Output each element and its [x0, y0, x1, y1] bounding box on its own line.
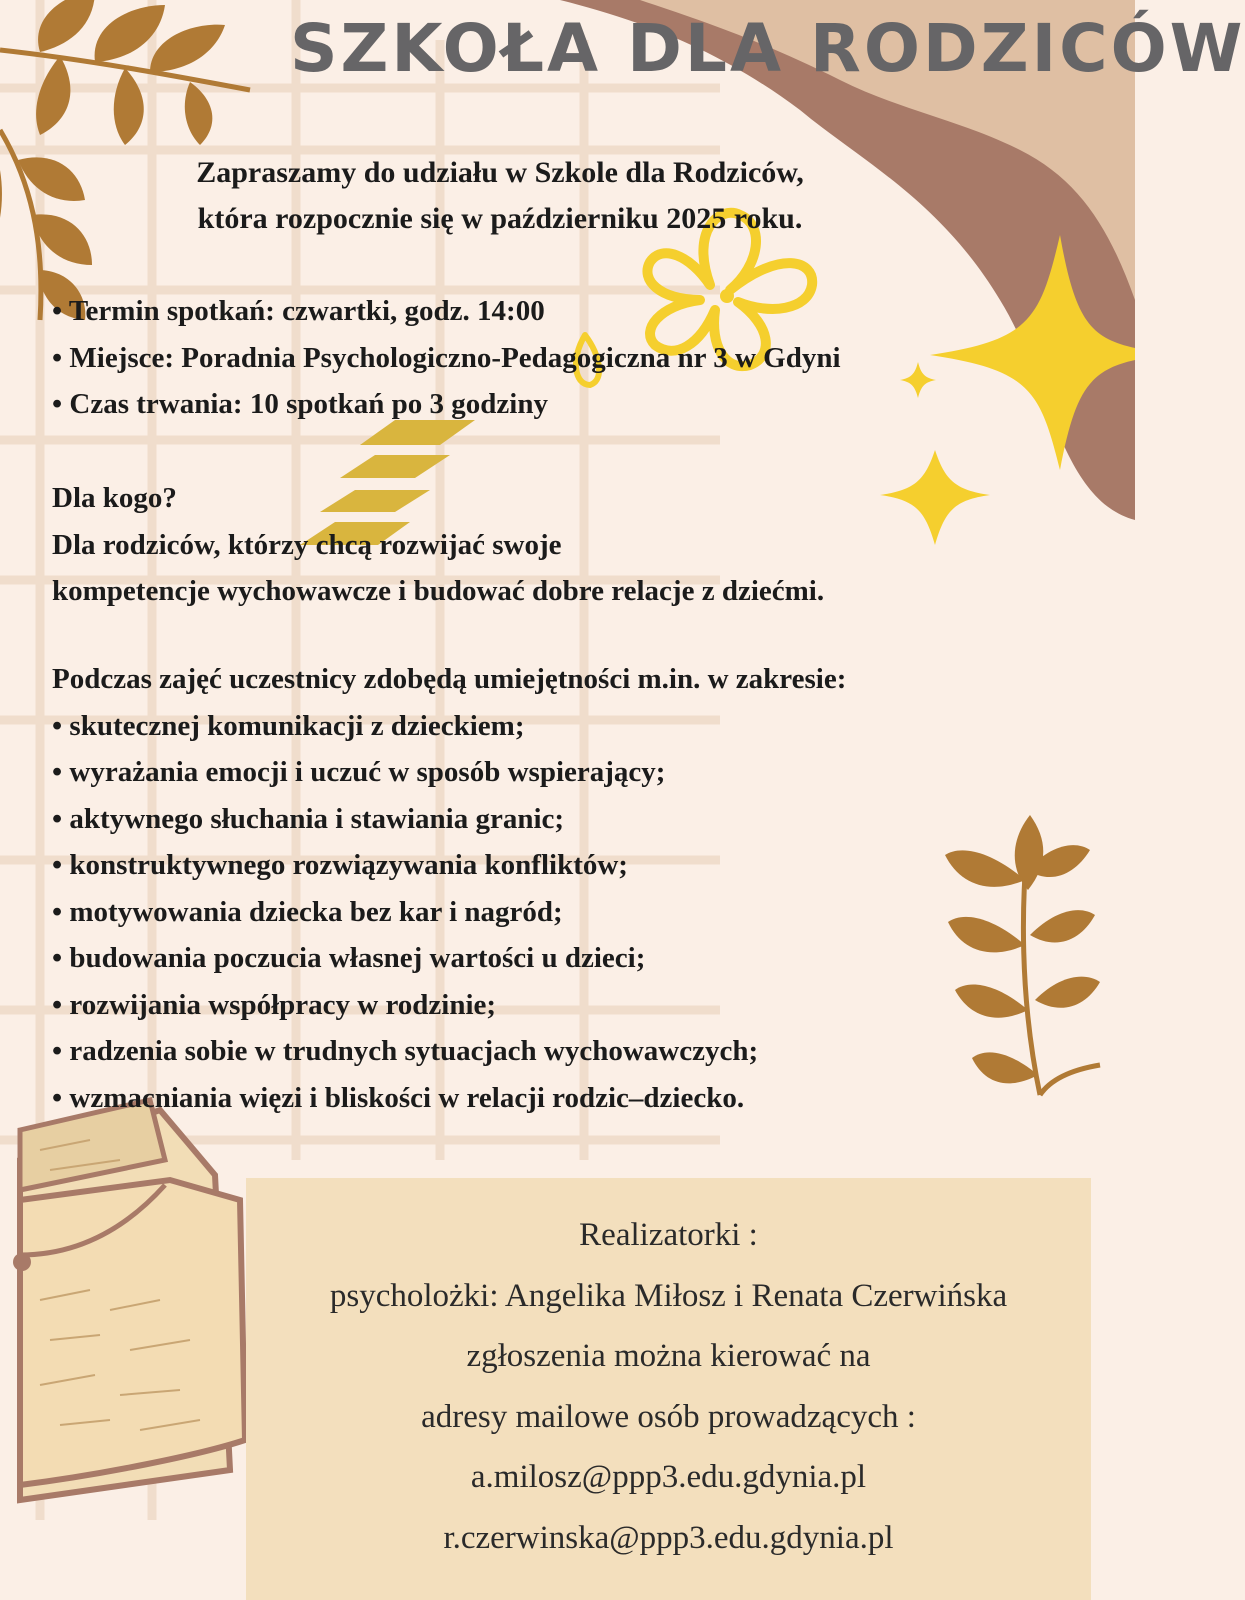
skill-item: • rozwijania współpracy w rodzinie;: [52, 988, 497, 1021]
leaf-branch-icon: [945, 815, 1100, 1095]
skill-item: • skutecznej komunikacji z dzieckiem;: [52, 709, 525, 742]
details-list: [52, 288, 841, 428]
footer-label: Realizatorki :: [579, 1217, 758, 1253]
audience-line: Dla rodziców, którzy chcą rozwijać swoje: [52, 528, 562, 561]
skills-section: [52, 656, 846, 1121]
detail-duration: • Czas trwania: 10 spotkań po 3 godziny: [52, 388, 548, 420]
intro-line: która rozpocznie się w październiku 2025 roku.: [197, 202, 803, 235]
intro-line: Zapraszamy do udziału w Szkole dla Rodziców,: [196, 156, 804, 189]
email-link[interactable]: r.czerwinska@ppp3.edu.gdynia.pl: [443, 1519, 894, 1556]
footer-info: adresy mailowe osób prowadzących :: [421, 1398, 916, 1435]
email-link[interactable]: a.milosz@ppp3.edu.gdynia.pl: [470, 1459, 867, 1495]
skill-item: • budowania poczucia własnej wartości u dzieci;: [52, 942, 646, 974]
audience-heading: Dla kogo?: [52, 482, 177, 514]
skill-item: • konstruktywnego rozwiązywania konfliktów;: [52, 849, 628, 881]
detail-schedule: • Termin spotkań: czwartki, godz. 14:00: [52, 295, 545, 327]
audience-line: kompetencje wychowawcze i budować dobre relacje z dziećmi.: [52, 575, 825, 607]
footer-info: zgłoszenia można kierować na: [466, 1338, 871, 1374]
envelope-icon: [13, 1100, 245, 1500]
skill-item: • motywowania dziecka bez kar i nagród;: [52, 895, 563, 928]
skill-item: • radzenia sobie w trudnych sytuacjach wychowawczych;: [52, 1035, 759, 1067]
skills-heading: Podczas zajęć uczestnicy zdobędą umiejętności m.in. w zakresie:: [52, 663, 847, 695]
audience-section: [52, 475, 824, 615]
skill-item: • wzmacniania więzi i bliskości w relacji rodzic–dziecko.: [52, 1081, 745, 1114]
skill-item: • wyrażania emocji i uczuć w sposób wspierający;: [52, 756, 666, 788]
detail-location: • Miejsce: Poradnia Psychologiczno-Pedagogiczna nr 3 w Gdyni: [52, 341, 841, 374]
intro-text: [150, 150, 850, 242]
footer-names: psycholożki: Angelika Miłosz i Renata Czerwińska: [329, 1277, 1008, 1314]
skill-item: • aktywnego słuchania i stawiania granic;: [52, 802, 565, 835]
page-title: SZKOŁA DLA RODZICÓW: [290, 10, 1245, 87]
footer-contact: [246, 1205, 1091, 1568]
